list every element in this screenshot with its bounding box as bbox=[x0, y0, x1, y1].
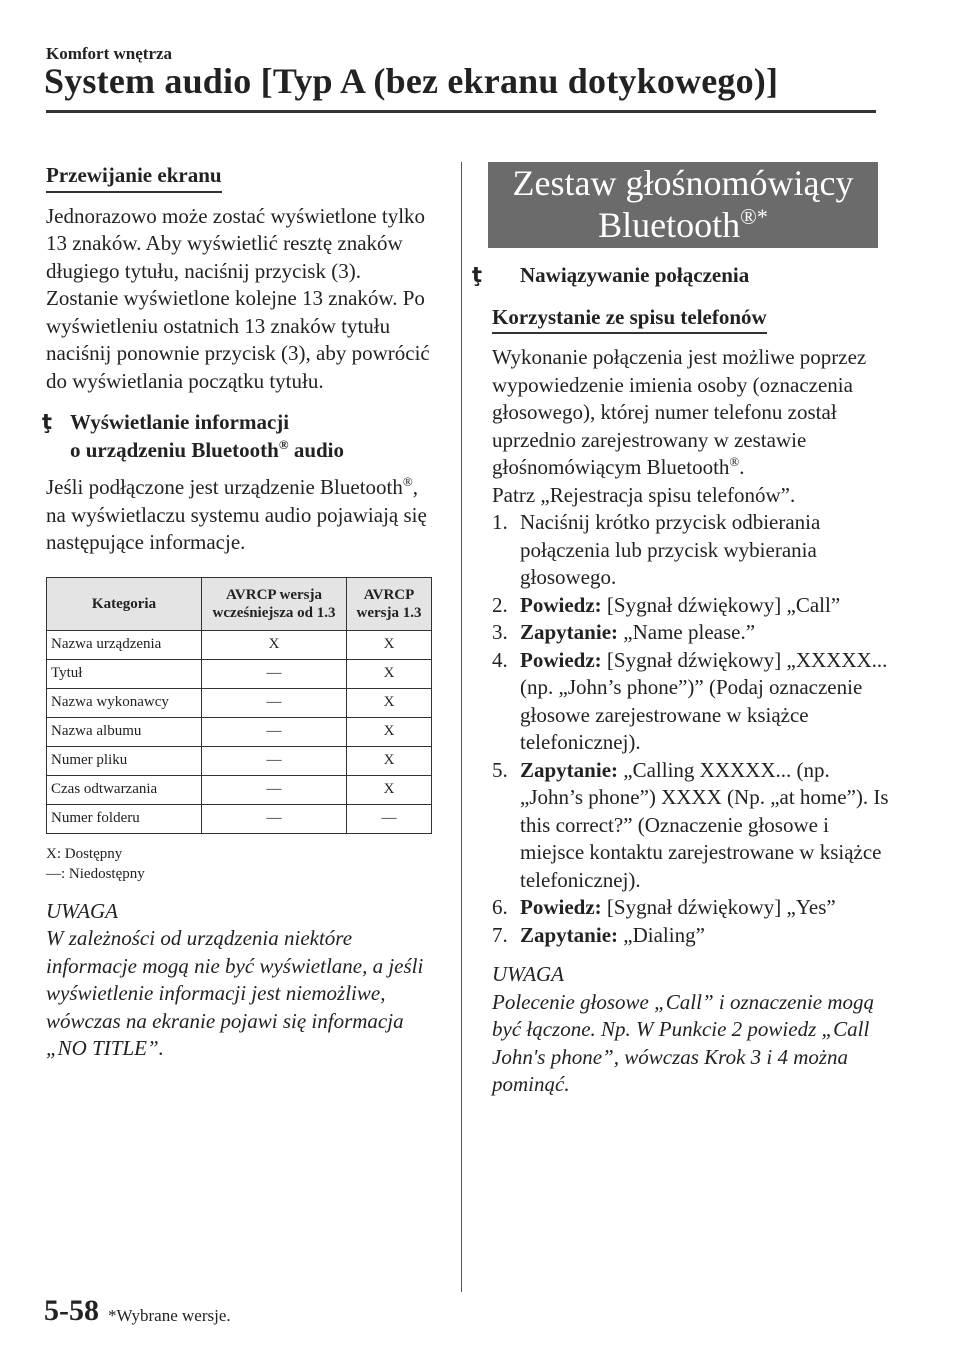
step-text: [Sygnał dźwiękowy] „Call” bbox=[601, 592, 841, 617]
step-number: 6. bbox=[492, 895, 508, 919]
registered-mark: ® bbox=[402, 474, 413, 489]
column-divider bbox=[461, 162, 462, 1292]
table-row bbox=[47, 775, 432, 804]
table-cell: Numer pliku bbox=[47, 746, 202, 775]
box-title-mark: ®* bbox=[740, 204, 768, 229]
step-text: „Name please.” bbox=[618, 620, 756, 644]
step-text: „Calling XXXXX... (np. „John’s phone”) XXXX (Np. „at home”). Is this correct?” (Oznaczenie głosowe i miejsce kontaktu zarejestrowane w książce telefonicznej). bbox=[520, 757, 889, 892]
table-cell: Numer folderu bbox=[47, 804, 202, 833]
table-header-row bbox=[47, 577, 432, 630]
box-title-line1: Zestaw głośnomówiący bbox=[512, 163, 854, 203]
step-label: Powiedz: bbox=[520, 895, 602, 919]
list-item bbox=[492, 592, 892, 620]
table-row bbox=[47, 717, 432, 746]
step-label: Zapytanie: bbox=[520, 757, 619, 782]
table-cell: — bbox=[202, 717, 347, 746]
intro-text-a: Wykonanie połączenia jest możliwe poprzez wypowiedzenie imienia osoby (oznaczenia głosowego), której numer telefonu został uprzednio zarejestrowany w zestawie głośnomówiącym Bluetooth bbox=[492, 345, 867, 479]
table-cell: — bbox=[202, 659, 347, 688]
table-header: AVRCP wersja 1.3 bbox=[347, 577, 432, 630]
table-cell: — bbox=[202, 688, 347, 717]
table-cell: — bbox=[202, 804, 347, 833]
list-item bbox=[492, 922, 892, 950]
note-label: UWAGA bbox=[46, 898, 119, 923]
table-row bbox=[47, 746, 432, 775]
step-text: Naciśnij krótko przycisk odbierania połączenia lub przycisk wybierania głosowego. bbox=[520, 510, 821, 589]
table-cell: X bbox=[347, 659, 432, 688]
intro-text-b: . bbox=[739, 455, 745, 479]
step-label: Zapytanie: bbox=[520, 922, 619, 947]
steps-list bbox=[492, 509, 892, 949]
step-number: 3. bbox=[492, 620, 508, 644]
step-label: Zapytanie: bbox=[520, 620, 619, 644]
registered-mark: ® bbox=[278, 436, 289, 452]
table-cell: Nazwa wykonawcy bbox=[47, 688, 202, 717]
bullet-marker-icon: ţ bbox=[472, 263, 483, 287]
footnote: *Wybrane wersje. bbox=[108, 1306, 231, 1325]
table-cell: X bbox=[347, 688, 432, 717]
info-heading bbox=[42, 409, 438, 464]
list-item bbox=[492, 619, 892, 647]
step-number: 7. bbox=[492, 922, 508, 947]
intro-reference: Patrz „Rejestracja spisu telefonów”. bbox=[492, 482, 796, 507]
table-cell: X bbox=[347, 630, 432, 659]
step-number: 5. bbox=[492, 757, 508, 782]
list-item bbox=[492, 509, 892, 592]
registered-mark: ® bbox=[729, 454, 740, 469]
step-number: 2. bbox=[492, 592, 508, 617]
table-cell: Czas odtwarzania bbox=[47, 775, 202, 804]
table-cell: X bbox=[347, 746, 432, 775]
table-cell: Tytuł bbox=[47, 659, 202, 688]
table-cell: X bbox=[347, 775, 432, 804]
step-text: [Sygnał dźwiękowy] „Yes” bbox=[601, 895, 836, 919]
list-item bbox=[492, 894, 892, 922]
intro-text bbox=[492, 344, 892, 482]
legend-available: X: Dostępny bbox=[46, 845, 123, 862]
info-text bbox=[46, 474, 438, 557]
table-header: AVRCP wersja wcześniejsza od 1.3 bbox=[202, 577, 347, 630]
note-label: UWAGA bbox=[492, 962, 565, 986]
info-heading-tail: audio bbox=[288, 437, 345, 462]
info-text-b: , na wyświetlaczu systemu audio pojawiają się następujące informacje. bbox=[46, 475, 427, 554]
table-row bbox=[47, 630, 432, 659]
note-text: Polecenie głosowe „Call” i oznaczenie mogą być łączone. Np. W Punkcie 2 powiedz „Call John's phone”, wówczas Krok 3 i 4 można pominąć. bbox=[492, 989, 875, 1096]
title-rule bbox=[46, 110, 876, 113]
table-cell: — bbox=[202, 775, 347, 804]
table-cell: — bbox=[347, 804, 432, 833]
legend-unavailable: —: Niedostępny bbox=[46, 865, 145, 882]
step-label: Powiedz: bbox=[520, 592, 602, 617]
left-column bbox=[42, 162, 438, 1063]
table-row bbox=[47, 804, 432, 833]
table-cell: Nazwa albumu bbox=[47, 717, 202, 746]
page-title: System audio [Typ A (bez ekranu dotykowego)] bbox=[44, 61, 779, 101]
connection-heading bbox=[472, 262, 892, 290]
scroll-text: Jednorazowo może zostać wyświetlone tylko 13 znaków. Aby wyświetlić resztę znaków długiego tytułu, naciśnij przycisk (3). Zostanie wyświetlone kolejne 13 znaków. Po wyświetleniu ostatnich 13 znaków tytułu naciśnij ponownie przycisk (3), aby powrócić do wyświetlania początku tytułu. bbox=[46, 203, 430, 393]
bluetooth-section-box bbox=[488, 162, 878, 248]
section-label: Komfort wnętrza bbox=[46, 44, 173, 63]
bullet-marker-icon: ţ bbox=[42, 410, 53, 434]
list-item bbox=[492, 647, 892, 757]
table-cell: Nazwa urządzenia bbox=[47, 630, 202, 659]
connection-heading-text: Nawiązywanie połączenia bbox=[520, 263, 750, 287]
step-number: 1. bbox=[492, 510, 508, 534]
list-item bbox=[492, 757, 892, 895]
table-cell: X bbox=[347, 717, 432, 746]
step-number: 4. bbox=[492, 647, 508, 672]
table-header: Kategoria bbox=[47, 577, 202, 630]
step-label: Powiedz: bbox=[520, 647, 602, 672]
page-number: 5-58 bbox=[44, 1294, 99, 1327]
table-row bbox=[47, 688, 432, 717]
note-text: W zależności od urządzenia niektóre informacje mogą nie być wyświetlane, a jeśli wyświetlenie informacji jest niemożliwe, wówczas na ekranie pojawi się informacja „NO TITLE”. bbox=[46, 926, 424, 1060]
info-table bbox=[46, 577, 432, 834]
phonebook-heading: Korzystanie ze spisu telefonów bbox=[492, 304, 767, 335]
box-title-line2: Bluetooth bbox=[598, 205, 741, 245]
table-row bbox=[47, 659, 432, 688]
info-heading-line1: Wyświetlanie informacji bbox=[70, 410, 290, 434]
step-text: [Sygnał dźwiękowy] „XXXXX... (np. „John’s phone”)” (Podaj oznaczenie głosowe zarejestrowane w książce telefonicznej). bbox=[520, 647, 888, 754]
scroll-heading: Przewijanie ekranu bbox=[46, 162, 222, 193]
info-heading-line2: o urządzeniu Bluetooth bbox=[70, 437, 279, 462]
table-cell: — bbox=[202, 746, 347, 775]
table-body bbox=[47, 630, 432, 833]
step-text: „Dialing” bbox=[618, 922, 705, 947]
right-column bbox=[472, 262, 892, 1099]
table-cell: X bbox=[202, 630, 347, 659]
info-text-a: Jeśli podłączone jest urządzenie Bluetooth bbox=[46, 475, 403, 499]
